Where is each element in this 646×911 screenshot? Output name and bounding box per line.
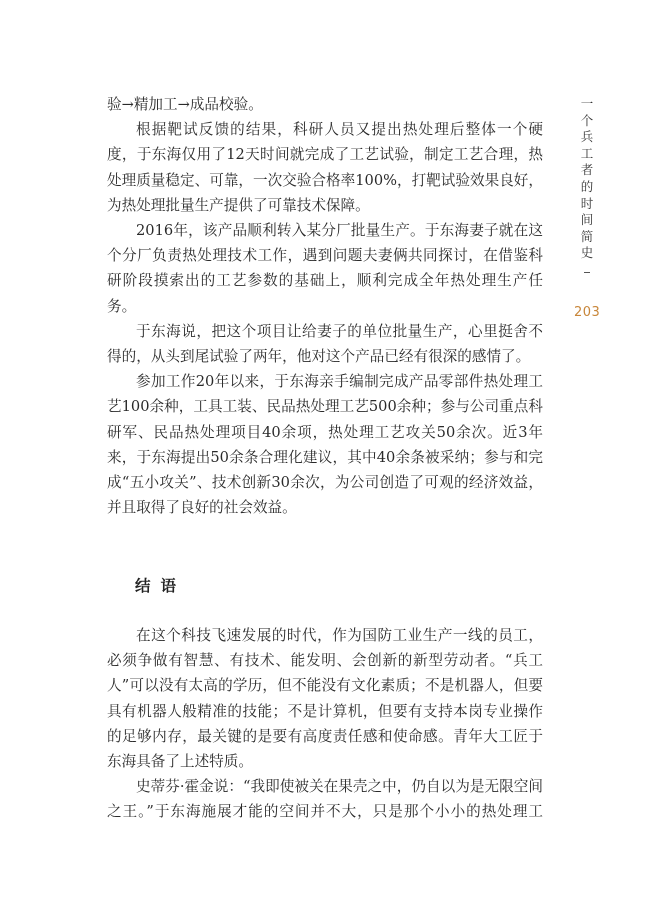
paragraph-achievements: 参加工作20年以来，于东海亲手编制完成产品零部件热处理工艺100余种，工具工装、民品热处理工艺500余种；参与公司重点科研军、民品热处理项目40余项，热处理工艺攻关50余次。近3年来，于东海提出50余条合理化建议，其中40余条被采纳；参与和完成“五小攻关”、技术创新30余次，为公司创造了可观的经济效益，并且取得了良好的社会效益。: [107, 373, 543, 517]
paragraph-target-test: 根据靶试反馈的结果，科研人员又提出热处理后整体一个硬度，于东海仅用了12天时间就完成了工艺试验，制定工艺合理，热处理质量稳定、可靠，一次交验合格率100%，打靶试验效果良好，为热处理批量生产提供了可靠技术保障。: [107, 121, 543, 214]
paragraph-continued: 验→精加工→成品校验。: [107, 96, 263, 113]
paragraph-hawking-quote: 史蒂芬·霍金说：“我即使被关在果壳之中，仍自以为是无限空间之王。”于东海施展才能的空间并不大，只是那个小小的热处理工: [107, 778, 543, 821]
running-head-char: 的: [580, 178, 594, 194]
running-head-char: 史: [580, 245, 594, 261]
paragraph-mass-production: 2016年，该产品顺利转入某分厂批量生产。于东海妻子就在这个分厂负责热处理技术工作，遇到问题夫妻俩共同探讨，在借鉴科研阶段摸索出的工艺参数的基础上，顺利完成全年热处理生产任务。: [107, 222, 543, 315]
running-head-char: 简: [580, 228, 594, 244]
section-heading-conclusion: 结语: [135, 576, 187, 595]
page-number: 203: [574, 305, 601, 320]
paragraph-reluctance: 于东海说，把这个项目让给妻子的单位批量生产，心里挺舍不得的，从头到尾试验了两年，他对这个产品已经有很深的感情了。: [107, 322, 543, 366]
conclusion-text-block: [107, 623, 543, 825]
main-text-block: [107, 92, 543, 520]
running-head-char: 时: [580, 195, 594, 211]
paragraph-conclusion: 在这个科技飞速发展的时代，作为国防工业生产一线的员工，必须争做有智慧、有技术、能发明、会创新的新型劳动者。“兵工人”可以没有太高的学历，但不能没有文化素质；不是机器人，但要具有机器人般精准的技能；不是计算机，但要有支持本岗专业操作的足够内存，最关键的是要有高度责任感和使命感。青年大工匠于东海具备了上述特质。: [107, 627, 543, 771]
running-head-divider: [584, 272, 590, 273]
running-head-char: 兵: [580, 129, 594, 145]
running-head-char: 间: [580, 212, 594, 228]
running-head-char: 一: [580, 96, 594, 111]
running-head-char: 工: [580, 145, 594, 161]
running-head-char: 个: [580, 112, 594, 128]
running-head-book-title: [580, 96, 594, 262]
running-head-char: 者: [580, 162, 594, 178]
